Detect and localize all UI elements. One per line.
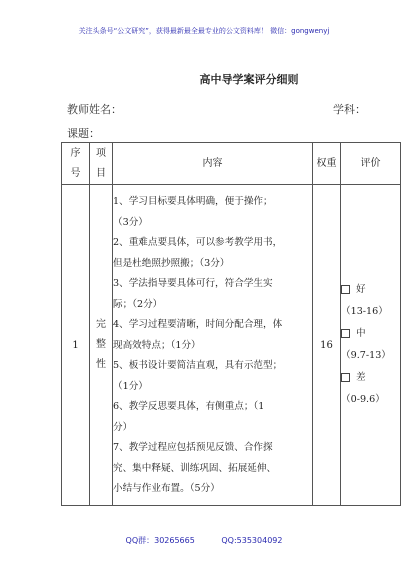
subject-label: 学科： [333,103,366,116]
criteria-line: 7、教学过程应包括预见反馈、合作探 [113,442,273,454]
header-no-line1: 序 [70,147,81,159]
header-weight: 权重 [313,143,341,185]
evaluation-option-poor[interactable] [341,367,400,389]
row-item-char: 完 [96,319,106,330]
criteria-line: （3分） [113,216,148,228]
checkbox-icon[interactable] [341,329,350,338]
header-item-line2: 目 [96,167,106,179]
footer-note [0,535,408,546]
header-no-line2: 号 [70,167,81,179]
footer-qq-group: QQ群：30265665 [125,536,195,545]
rubric-table [61,142,401,506]
table-header-row [62,143,401,185]
criteria-line: 4、学习过程要清晰，时间分配合理，体 [113,319,283,331]
criteria-line: （1分） [113,380,148,392]
row-item-char: 性 [96,359,106,370]
header-item [90,143,113,185]
evaluation-label: 中 [356,328,366,339]
checkbox-icon[interactable] [341,373,350,382]
criteria-line: 分） [113,421,133,433]
criteria-line: 5、板书设计要简洁直观，具有示范型； [113,360,283,372]
criteria-line: 究、集中释疑、训练巩固、拓展延伸、 [113,462,277,474]
criteria-line: 1、学习目标要具体明确，便于操作； [113,196,273,208]
criteria-line: 小结与作业布置。（5分） [113,483,220,495]
header-evaluation: 评价 [341,143,401,185]
evaluation-range: （13-16） [341,306,388,317]
evaluation-cell [341,185,401,506]
evaluation-label: 差 [356,372,366,383]
teacher-name-label: 教师姓名： [67,103,122,116]
header-item-line1: 项 [96,147,106,159]
criteria-line: 现高效特点；（1分） [113,339,201,351]
evaluation-range: （0-9.6） [341,394,385,405]
criteria-line: 但是杜绝照抄照搬；（3分） [113,257,230,269]
evaluation-label: 好 [356,284,366,295]
evaluation-range: （9.7-13） [341,350,391,361]
topic-label: 课题： [67,127,100,140]
weight-value: 16 [313,185,341,506]
criteria-line: 2、重难点要具体，可以参考教学用书， [113,237,283,249]
header-no [62,143,90,185]
header-content: 内容 [113,143,313,185]
row-item [90,185,113,506]
criteria-line: 际；（2分） [113,298,163,310]
page-title: 高中导学案评分细则 [199,73,299,86]
footer-qq: QQ:535304092 [221,536,283,545]
criteria-list [113,190,312,500]
header-note: 关注头条号“公文研究”，获得最新最全最专业的公文资料库！ 微信：gongwenyj [78,27,330,35]
checkbox-icon[interactable] [341,285,350,294]
row-item-char: 整 [96,339,106,350]
criteria-line: 6、教学反思要具体，有侧重点；（1 [113,401,265,413]
row-number: 1 [62,185,90,506]
criteria-line: 3、学法指导要具体可行，符合学生实 [113,278,273,290]
evaluation-option-medium[interactable] [341,323,400,345]
evaluation-option-good[interactable] [341,279,400,301]
criteria-cell [113,185,313,506]
table-row [62,185,401,506]
